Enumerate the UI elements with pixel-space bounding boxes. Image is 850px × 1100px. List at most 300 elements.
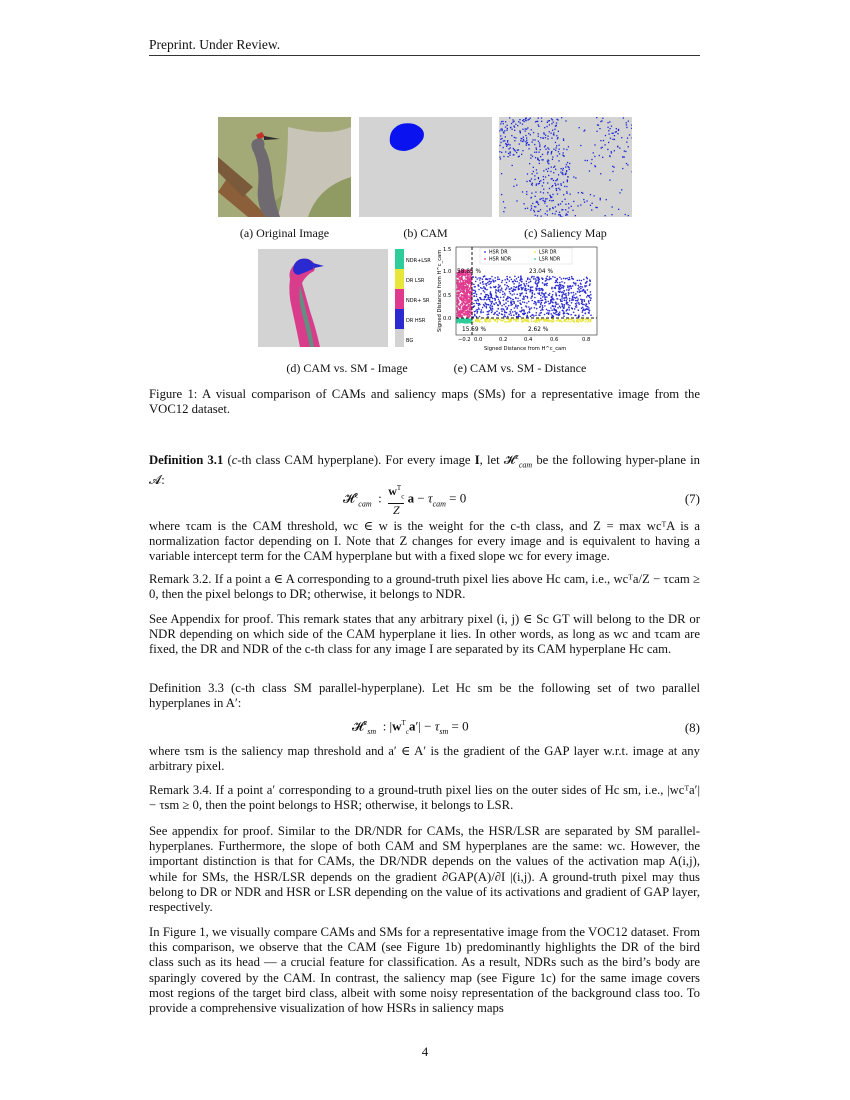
saliency-pixel bbox=[543, 179, 544, 180]
page-number: 4 bbox=[421, 1044, 429, 1059]
scatter-point bbox=[578, 316, 580, 318]
scatter-point bbox=[518, 314, 520, 316]
scatter-point bbox=[588, 309, 590, 311]
legend-d-label-4: DR HSR bbox=[406, 318, 426, 324]
saliency-pixel bbox=[556, 119, 557, 120]
scatter-point bbox=[510, 309, 512, 311]
saliency-pixel bbox=[590, 205, 591, 206]
saliency-pixel bbox=[567, 181, 568, 182]
saliency-pixel bbox=[628, 121, 629, 122]
saliency-pixel bbox=[556, 122, 557, 123]
saliency-pixel bbox=[548, 160, 549, 161]
scatter-point bbox=[519, 288, 521, 290]
scatter-point bbox=[582, 299, 584, 301]
scatter-point bbox=[580, 283, 582, 285]
scatter-point bbox=[508, 314, 510, 316]
scatter-point bbox=[533, 320, 535, 322]
scatter-point bbox=[527, 319, 529, 321]
saliency-pixel bbox=[523, 139, 524, 140]
saliency-pixel bbox=[541, 198, 542, 199]
scatter-point bbox=[560, 299, 562, 301]
saliency-pixel bbox=[522, 191, 523, 192]
scatter-point bbox=[564, 299, 566, 301]
saliency-pixel bbox=[538, 159, 539, 160]
saliency-pixel bbox=[621, 137, 622, 138]
saliency-pixel bbox=[534, 144, 535, 145]
saliency-pixel bbox=[591, 163, 592, 164]
saliency-pixel bbox=[595, 207, 596, 208]
saliency-pixel bbox=[625, 151, 626, 152]
scatter-point bbox=[493, 280, 495, 282]
scatter-point bbox=[559, 320, 561, 322]
saliency-pixel bbox=[516, 185, 517, 186]
saliency-pixel bbox=[530, 181, 531, 182]
saliency-pixel bbox=[605, 135, 606, 136]
chart-e-pct-tr: 23.04 % bbox=[529, 269, 553, 275]
saliency-pixel bbox=[626, 124, 627, 125]
scatter-point bbox=[576, 319, 578, 321]
scatter-point bbox=[465, 308, 467, 310]
scatter-point bbox=[515, 319, 517, 321]
saliency-pixel bbox=[504, 207, 505, 208]
scatter-point bbox=[561, 298, 563, 300]
scatter-point bbox=[472, 316, 474, 318]
scatter-point bbox=[512, 311, 514, 313]
saliency-pixel bbox=[545, 135, 546, 136]
scatter-point bbox=[506, 298, 508, 300]
saliency-pixel bbox=[609, 133, 610, 134]
saliency-pixel bbox=[522, 141, 523, 142]
saliency-pixel bbox=[549, 188, 550, 189]
saliency-pixel bbox=[557, 178, 558, 179]
scatter-point bbox=[487, 279, 489, 281]
scatter-point bbox=[544, 284, 546, 286]
scatter-point bbox=[540, 310, 542, 312]
scatter-point bbox=[563, 311, 565, 313]
scatter-point bbox=[527, 312, 529, 314]
scatter-point bbox=[463, 313, 465, 315]
saliency-pixel bbox=[594, 144, 595, 145]
saliency-pixel bbox=[502, 130, 503, 131]
saliency-pixel bbox=[516, 200, 517, 201]
saliency-pixel bbox=[500, 139, 501, 140]
saliency-pixel bbox=[540, 156, 541, 157]
scatter-point bbox=[542, 290, 544, 292]
saliency-pixel bbox=[551, 200, 552, 201]
saliency-pixel bbox=[614, 135, 615, 136]
scatter-point bbox=[568, 294, 570, 296]
saliency-pixel bbox=[618, 209, 619, 210]
saliency-pixel bbox=[536, 121, 537, 122]
scatter-point bbox=[466, 281, 468, 283]
saliency-pixel bbox=[548, 120, 549, 121]
chart-e-xtick-3: 0.2 bbox=[499, 337, 508, 343]
saliency-pixel bbox=[547, 147, 548, 148]
scatter-point bbox=[497, 304, 499, 306]
scatter-point bbox=[569, 319, 571, 321]
scatter-point bbox=[560, 285, 562, 287]
scatter-point bbox=[470, 280, 472, 282]
saliency-pixel bbox=[526, 145, 527, 146]
saliency-pixel bbox=[511, 135, 512, 136]
scatter-point bbox=[491, 297, 493, 299]
scatter-point bbox=[534, 293, 536, 295]
scatter-point bbox=[460, 310, 462, 312]
saliency-pixel bbox=[560, 203, 561, 204]
saliency-pixel bbox=[586, 200, 587, 201]
saliency-pixel bbox=[518, 121, 519, 122]
scatter-point bbox=[538, 319, 540, 321]
scatter-point bbox=[460, 290, 462, 292]
saliency-pixel bbox=[539, 181, 540, 182]
saliency-pixel bbox=[552, 207, 553, 208]
scatter-point bbox=[467, 319, 469, 321]
scatter-point bbox=[494, 313, 496, 315]
scatter-point bbox=[558, 285, 560, 287]
saliency-pixel bbox=[543, 200, 544, 201]
saliency-pixel bbox=[547, 182, 548, 183]
scatter-point bbox=[541, 308, 543, 310]
scatter-point bbox=[469, 297, 471, 299]
saliency-pixel bbox=[515, 179, 516, 180]
saliency-pixel bbox=[549, 195, 550, 196]
scatter-point bbox=[481, 288, 483, 290]
scatter-point bbox=[553, 318, 555, 320]
scatter-point bbox=[570, 288, 572, 290]
scatter-point bbox=[568, 309, 570, 311]
saliency-pixel bbox=[502, 129, 503, 130]
scatter-point bbox=[590, 297, 592, 299]
saliency-pixel bbox=[506, 130, 507, 131]
scatter-point bbox=[580, 299, 582, 301]
scatter-point bbox=[461, 276, 463, 278]
scatter-point bbox=[515, 306, 517, 308]
scatter-point bbox=[491, 312, 493, 314]
saliency-pixel bbox=[503, 123, 504, 124]
saliency-pixel bbox=[565, 204, 566, 205]
scatter-point bbox=[500, 297, 502, 299]
saliency-pixel bbox=[626, 122, 627, 123]
scatter-point bbox=[485, 288, 487, 290]
saliency-pixel bbox=[566, 164, 567, 165]
scatter-point bbox=[559, 282, 561, 284]
scatter-point bbox=[586, 308, 588, 310]
scatter-point bbox=[573, 294, 575, 296]
saliency-pixel bbox=[525, 208, 526, 209]
scatter-point bbox=[582, 309, 584, 311]
scatter-point bbox=[487, 311, 489, 313]
scatter-point bbox=[458, 282, 460, 284]
saliency-pixel bbox=[530, 158, 531, 159]
saliency-pixel bbox=[556, 190, 557, 191]
saliency-pixel bbox=[523, 203, 524, 204]
saliency-pixel bbox=[607, 122, 608, 123]
scatter-point bbox=[528, 301, 530, 303]
saliency-pixel bbox=[532, 156, 533, 157]
scatter-point bbox=[531, 300, 533, 302]
scatter-point bbox=[472, 321, 474, 323]
scatter-point bbox=[554, 277, 556, 279]
scatter-point bbox=[501, 310, 503, 312]
scatter-point bbox=[462, 307, 464, 309]
saliency-pixel bbox=[535, 206, 536, 207]
scatter-point bbox=[563, 278, 565, 280]
saliency-pixel bbox=[527, 127, 528, 128]
scatter-point bbox=[497, 279, 499, 281]
saliency-pixel bbox=[526, 191, 527, 192]
scatter-point bbox=[464, 321, 466, 323]
saliency-pixel bbox=[547, 153, 548, 154]
scatter-point bbox=[542, 307, 544, 309]
scatter-point bbox=[567, 286, 569, 288]
scatter-point bbox=[590, 291, 592, 293]
scatter-point bbox=[545, 292, 547, 294]
scatter-point bbox=[517, 300, 519, 302]
saliency-pixel bbox=[557, 155, 558, 156]
saliency-pixel bbox=[543, 170, 544, 171]
scatter-point bbox=[529, 278, 531, 280]
subcaption-c: (c) Saliency Map bbox=[524, 226, 607, 240]
scatter-point bbox=[469, 283, 471, 285]
saliency-pixel bbox=[540, 149, 541, 150]
scatter-point bbox=[539, 306, 541, 308]
paragraph-2: See Appendix for proof. This remark states that any arbitrary pixel (i, j) ∈ Sc GT will belong to the DR or NDR depending on which side of the CAM hyperplane it lies. In other words, as long as wc and τcam are fixed, the DR and NDR of the c-th class for any image I are separated by its CAM hyperplane Hc cam. bbox=[149, 612, 700, 657]
saliency-pixel bbox=[533, 171, 534, 172]
saliency-pixel bbox=[539, 146, 540, 147]
scatter-point bbox=[465, 314, 467, 316]
saliency-pixel bbox=[602, 118, 603, 119]
scatter-point bbox=[550, 320, 552, 322]
scatter-point bbox=[484, 305, 486, 307]
scatter-point bbox=[481, 309, 483, 311]
saliency-pixel bbox=[522, 120, 523, 121]
scatter-point bbox=[513, 283, 515, 285]
scatter-point bbox=[563, 313, 565, 315]
scatter-point bbox=[475, 291, 477, 293]
scatter-point bbox=[460, 316, 462, 318]
saliency-pixel bbox=[540, 209, 541, 210]
saliency-pixel bbox=[533, 210, 534, 211]
subcaption-e: (e) CAM vs. SM - Distance bbox=[453, 361, 587, 375]
saliency-pixel bbox=[554, 183, 555, 184]
scatter-point bbox=[578, 321, 580, 323]
saliency-pixel bbox=[527, 208, 528, 209]
scatter-point bbox=[522, 301, 524, 303]
scatter-point bbox=[465, 304, 467, 306]
legend-d-swatch-2 bbox=[395, 269, 404, 289]
scatter-point bbox=[551, 298, 553, 300]
saliency-pixel bbox=[517, 125, 518, 126]
chart-e-legend-4: LSR NDR bbox=[539, 257, 561, 263]
scatter-point bbox=[536, 308, 538, 310]
scatter-point bbox=[469, 301, 471, 303]
scatter-point bbox=[482, 278, 484, 280]
scatter-point bbox=[529, 308, 531, 310]
saliency-pixel bbox=[565, 120, 566, 121]
saliency-pixel bbox=[542, 185, 543, 186]
scatter-point bbox=[578, 285, 580, 287]
scatter-point bbox=[460, 304, 462, 306]
chart-e-xtick-5: 0.6 bbox=[550, 337, 559, 343]
saliency-pixel bbox=[530, 154, 531, 155]
saliency-pixel bbox=[547, 162, 548, 163]
scatter-point bbox=[550, 313, 552, 315]
saliency-pixel bbox=[572, 210, 573, 211]
scatter-point bbox=[497, 296, 499, 298]
saliency-pixel bbox=[544, 203, 545, 204]
scatter-point bbox=[528, 282, 530, 284]
scatter-point bbox=[516, 286, 518, 288]
scatter-point bbox=[571, 308, 573, 310]
scatter-point bbox=[534, 297, 536, 299]
saliency-pixel bbox=[503, 132, 504, 133]
saliency-pixel bbox=[559, 149, 560, 150]
scatter-point bbox=[460, 277, 462, 279]
saliency-pixel bbox=[531, 208, 532, 209]
scatter-point bbox=[498, 308, 500, 310]
scatter-point bbox=[527, 296, 529, 298]
scatter-point bbox=[513, 319, 515, 321]
scatter-point bbox=[552, 305, 554, 307]
saliency-pixel bbox=[555, 180, 556, 181]
saliency-pixel bbox=[507, 128, 508, 129]
scatter-point bbox=[542, 296, 544, 298]
saliency-pixel bbox=[624, 156, 625, 157]
scatter-point bbox=[457, 322, 459, 324]
scatter-point bbox=[587, 318, 589, 320]
scatter-point bbox=[458, 285, 460, 287]
saliency-pixel bbox=[543, 182, 544, 183]
scatter-point bbox=[479, 321, 481, 323]
saliency-pixel bbox=[614, 150, 615, 151]
scatter-point bbox=[495, 292, 497, 294]
saliency-pixel bbox=[549, 200, 550, 201]
saliency-pixel bbox=[525, 135, 526, 136]
saliency-pixel bbox=[627, 164, 628, 165]
saliency-pixel bbox=[519, 143, 520, 144]
scatter-point bbox=[494, 298, 496, 300]
scatter-point bbox=[467, 310, 469, 312]
saliency-pixel bbox=[525, 130, 526, 131]
scatter-point bbox=[488, 281, 490, 283]
scatter-point bbox=[498, 289, 500, 291]
scatter-point bbox=[475, 276, 477, 278]
equation-8: 𝓗$^c_{sm}$ : $|w^T_ca'| - \tau_{sm} = 0$ bbox=[352, 718, 469, 736]
saliency-pixel bbox=[505, 126, 506, 127]
saliency-pixel bbox=[553, 122, 554, 123]
scatter-point bbox=[528, 286, 530, 288]
saliency-pixel bbox=[573, 201, 574, 202]
scatter-point bbox=[546, 309, 548, 311]
scatter-point bbox=[525, 288, 527, 290]
saliency-pixel bbox=[547, 211, 548, 212]
saliency-pixel bbox=[531, 129, 532, 130]
scatter-point bbox=[468, 306, 470, 308]
scatter-point bbox=[485, 283, 487, 285]
scatter-point bbox=[578, 303, 580, 305]
saliency-pixel bbox=[513, 148, 514, 149]
scatter-point bbox=[547, 320, 549, 322]
scatter-point bbox=[531, 277, 533, 279]
scatter-point bbox=[522, 321, 524, 323]
scatter-point bbox=[534, 307, 536, 309]
scatter-point bbox=[586, 303, 588, 305]
saliency-pixel bbox=[526, 118, 527, 119]
scatter-point bbox=[524, 302, 526, 304]
scatter-point bbox=[564, 320, 566, 322]
scatter-point bbox=[566, 289, 568, 291]
legend-d bbox=[393, 249, 433, 347]
saliency-pixel bbox=[546, 206, 547, 207]
subcaption-b: (b) CAM bbox=[403, 226, 448, 240]
scatter-point bbox=[523, 297, 525, 299]
scatter-point bbox=[472, 289, 474, 291]
saliency-pixel bbox=[522, 124, 523, 125]
saliency-pixel bbox=[628, 146, 629, 147]
saliency-pixel bbox=[538, 152, 539, 153]
scatter-point bbox=[561, 292, 563, 294]
scatter-point bbox=[496, 311, 498, 313]
saliency-pixel bbox=[549, 208, 550, 209]
saliency-pixel bbox=[514, 130, 515, 131]
saliency-pixel bbox=[508, 153, 509, 154]
saliency-pixel bbox=[501, 173, 502, 174]
saliency-pixel bbox=[503, 201, 504, 202]
scatter-point bbox=[589, 285, 591, 287]
chart-e-legend-1: HSR DR bbox=[489, 250, 508, 256]
scatter-point bbox=[576, 321, 578, 323]
scatter-point bbox=[551, 296, 553, 298]
scatter-point bbox=[568, 304, 570, 306]
scatter-point bbox=[496, 321, 498, 323]
saliency-pixel bbox=[559, 153, 560, 154]
saliency-pixel bbox=[596, 117, 597, 118]
saliency-pixel bbox=[522, 129, 523, 130]
saliency-pixel bbox=[510, 152, 511, 153]
scatter-point bbox=[517, 305, 519, 307]
scatter-point bbox=[540, 295, 542, 297]
scatter-point bbox=[510, 304, 512, 306]
scatter-point bbox=[476, 278, 478, 280]
scatter-point bbox=[487, 282, 489, 284]
scatter-point bbox=[543, 295, 545, 297]
saliency-pixel bbox=[552, 213, 553, 214]
saliency-pixel bbox=[558, 184, 559, 185]
saliency-pixel bbox=[606, 199, 607, 200]
scatter-point bbox=[487, 299, 489, 301]
saliency-pixel bbox=[499, 157, 500, 158]
scatter-point bbox=[513, 286, 515, 288]
chart-e-xtick-1: −0.2 bbox=[458, 337, 471, 343]
scatter-point bbox=[490, 278, 492, 280]
scatter-point bbox=[510, 312, 512, 314]
scatter-point bbox=[509, 311, 511, 313]
scatter-point bbox=[501, 287, 503, 289]
scatter-point bbox=[498, 319, 500, 321]
saliency-pixel bbox=[534, 175, 535, 176]
scatter-point bbox=[529, 312, 531, 314]
saliency-pixel bbox=[556, 147, 557, 148]
saliency-pixel bbox=[599, 128, 600, 129]
saliency-pixel bbox=[545, 145, 546, 146]
scatter-point bbox=[529, 290, 531, 292]
scatter-point bbox=[510, 300, 512, 302]
scatter-point bbox=[460, 286, 462, 288]
saliency-pixel bbox=[555, 206, 556, 207]
saliency-pixel bbox=[503, 211, 504, 212]
scatter-point bbox=[536, 289, 538, 291]
scatter-point bbox=[483, 286, 485, 288]
